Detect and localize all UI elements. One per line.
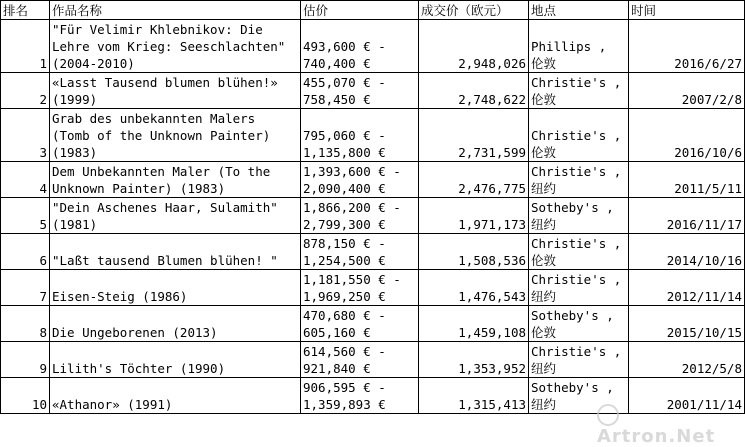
cell-location[interactable]: Sotheby's , 纽约	[529, 198, 629, 234]
cell-rank[interactable]: 3	[1, 109, 50, 162]
table-row	[1, 73, 745, 109]
header-title[interactable]: 作品名称	[50, 1, 301, 20]
cell-estimate[interactable]: 470,680 € - 605,160 €	[301, 306, 419, 342]
cell-location[interactable]: Phillips , 伦敦	[529, 20, 629, 73]
cell-rank[interactable]: 8	[1, 306, 50, 342]
cell-price[interactable]: 1,459,108	[419, 306, 529, 342]
cell-rank[interactable]: 2	[1, 73, 50, 109]
header-rank[interactable]: 排名	[1, 1, 50, 20]
header-row	[1, 1, 745, 20]
cell-rank[interactable]: 7	[1, 270, 50, 306]
cell-date[interactable]: 2011/5/11	[629, 162, 745, 198]
cell-price[interactable]: 2,748,622	[419, 73, 529, 109]
cell-date[interactable]: 2016/6/27	[629, 20, 745, 73]
cell-location[interactable]: Christie's , 纽约	[529, 342, 629, 378]
cell-price[interactable]: 1,971,173	[419, 198, 529, 234]
cell-estimate[interactable]: 906,595 € - 1,359,893 €	[301, 378, 419, 414]
table-row	[1, 342, 745, 378]
header-price[interactable]: 成交价（欧元）	[419, 1, 529, 20]
cell-price[interactable]: 1,476,543	[419, 270, 529, 306]
cell-estimate[interactable]: 795,060 € - 1,135,800 €	[301, 109, 419, 162]
cell-estimate[interactable]: 1,181,550 € - 1,969,250 €	[301, 270, 419, 306]
artron-logo-icon	[597, 404, 619, 426]
table-row	[1, 162, 745, 198]
cell-estimate[interactable]: 455,070 € - 758,450 €	[301, 73, 419, 109]
watermark-text: Artron.Net	[597, 426, 716, 447]
cell-rank[interactable]: 6	[1, 234, 50, 270]
cell-title[interactable]: Lilith's Töchter (1990)	[50, 342, 301, 378]
cell-price[interactable]: 1,353,952	[419, 342, 529, 378]
cell-title[interactable]: Eisen-Steig (1986)	[50, 270, 301, 306]
cell-price[interactable]: 1,508,536	[419, 234, 529, 270]
cell-date[interactable]: 2012/5/8	[629, 342, 745, 378]
cell-title[interactable]: Dem Unbekannten Maler (To the Unknown Painter) (1983)	[50, 162, 301, 198]
table-body	[1, 20, 745, 414]
cell-estimate[interactable]: 493,600 € - 740,400 €	[301, 20, 419, 73]
cell-date[interactable]: 2016/11/17	[629, 198, 745, 234]
cell-date[interactable]: 2001/11/14	[629, 378, 745, 414]
cell-date[interactable]: 2012/11/14	[629, 270, 745, 306]
cell-title[interactable]: "Laßt tausend Blumen blühen! "	[50, 234, 301, 270]
cell-rank[interactable]: 1	[1, 20, 50, 73]
header-date[interactable]: 时间	[629, 1, 745, 20]
cell-location[interactable]: Sotheby's , 纽约	[529, 378, 629, 414]
table-row	[1, 234, 745, 270]
cell-estimate[interactable]: 614,560 € - 921,840 €	[301, 342, 419, 378]
cell-estimate[interactable]: 1,393,600 € - 2,090,400 €	[301, 162, 419, 198]
cell-location[interactable]: Christie's , 伦敦	[529, 234, 629, 270]
cell-date[interactable]: 2014/10/16	[629, 234, 745, 270]
watermark	[597, 404, 737, 447]
cell-location[interactable]: Christie's , 伦敦	[529, 73, 629, 109]
cell-title[interactable]: "Für Velimir Khlebnikov: Die Lehre vom Krieg: Seeschlachten" (2004-2010)	[50, 20, 301, 73]
cell-estimate[interactable]: 878,150 € - 1,254,500 €	[301, 234, 419, 270]
cell-price[interactable]: 2,731,599	[419, 109, 529, 162]
cell-price[interactable]: 2,476,775	[419, 162, 529, 198]
cell-rank[interactable]: 10	[1, 378, 50, 414]
cell-location[interactable]: Sotheby's , 伦敦	[529, 306, 629, 342]
cell-location[interactable]: Christie's , 纽约	[529, 162, 629, 198]
cell-price[interactable]: 2,948,026	[419, 20, 529, 73]
cell-date[interactable]: 2007/2/8	[629, 73, 745, 109]
cell-title[interactable]: Grab des unbekannten Malers (Tomb of the Unknown Painter) (1983)	[50, 109, 301, 162]
cell-price[interactable]: 1,315,413	[419, 378, 529, 414]
cell-title[interactable]: Die Ungeborenen (2013)	[50, 306, 301, 342]
header-location[interactable]: 地点	[529, 1, 629, 20]
cell-rank[interactable]: 9	[1, 342, 50, 378]
table-row	[1, 306, 745, 342]
cell-location[interactable]: Christie's , 伦敦	[529, 109, 629, 162]
cell-date[interactable]: 2015/10/15	[629, 306, 745, 342]
table-row	[1, 270, 745, 306]
cell-estimate[interactable]: 1,866,200 € - 2,799,300 €	[301, 198, 419, 234]
cell-rank[interactable]: 4	[1, 162, 50, 198]
cell-date[interactable]: 2016/10/6	[629, 109, 745, 162]
cell-title[interactable]: «Lasst Tausend blumen blühen!» (1999)	[50, 73, 301, 109]
cell-title[interactable]: «Athanor» (1991)	[50, 378, 301, 414]
cell-rank[interactable]: 5	[1, 198, 50, 234]
table-row	[1, 20, 745, 73]
table-row	[1, 198, 745, 234]
table-row	[1, 109, 745, 162]
cell-location[interactable]: Christie's , 纽约	[529, 270, 629, 306]
cell-title[interactable]: "Dein Aschenes Haar, Sulamith" (1981)	[50, 198, 301, 234]
header-estimate[interactable]: 估价	[301, 1, 419, 20]
